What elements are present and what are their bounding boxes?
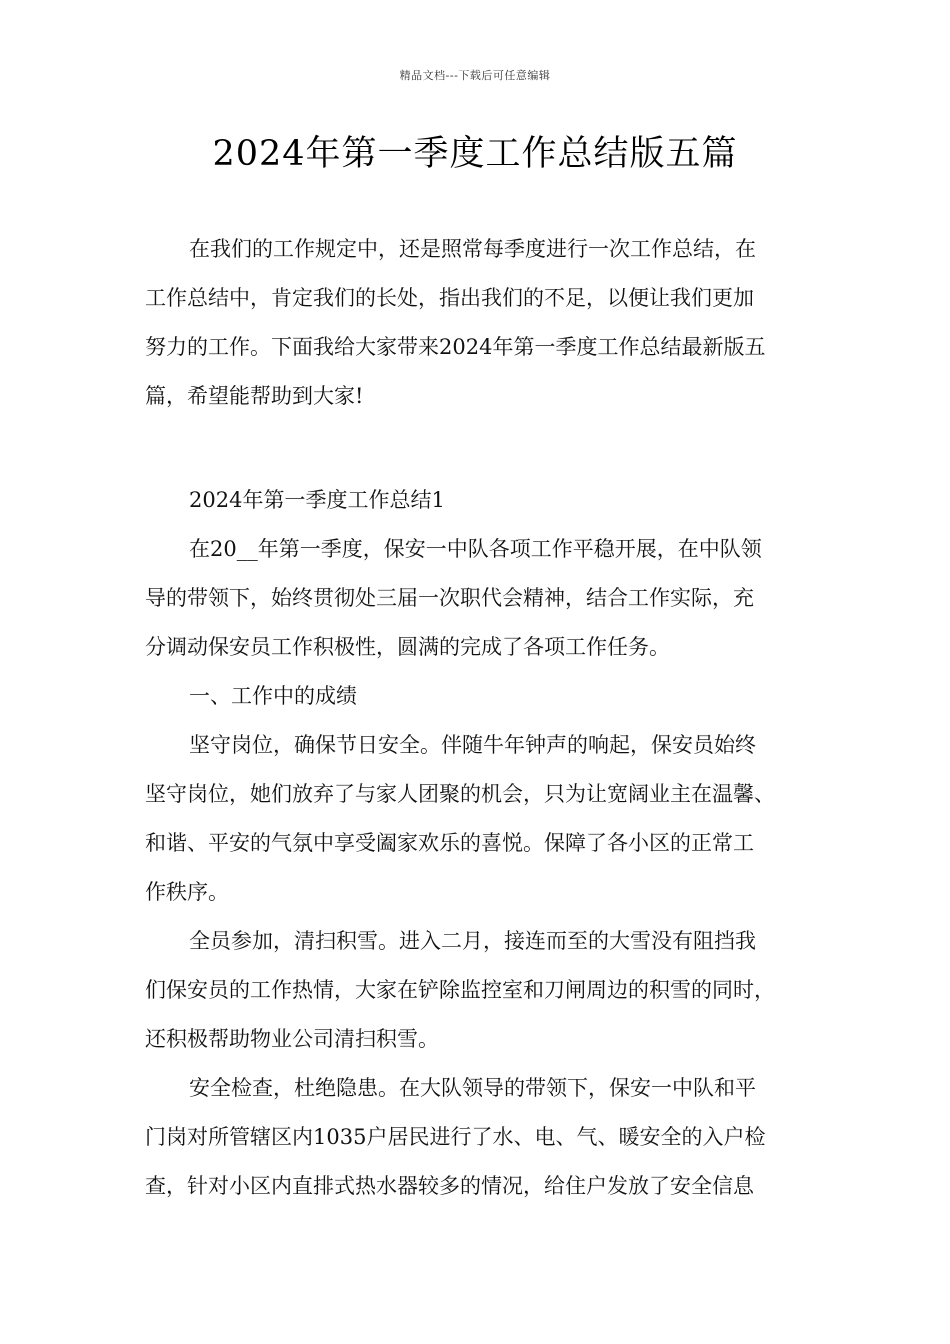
section-line: 坚守岗位，确保节日安全。伴随牛年钟声的响起，保安员始终 <box>189 733 756 757</box>
section-line: 在20__年第一季度，保安一中队各项工作平稳开展，在中队领 <box>189 537 762 561</box>
section-line: 查，针对小区内直排式热水器较多的情况，给住户发放了安全信息 <box>145 1174 754 1198</box>
document-title: 2024年第一季度工作总结版五篇 <box>212 134 738 174</box>
header-note: 精品文档---下载后可任意编辑 <box>399 69 551 82</box>
intro-line: 努力的工作。下面我给大家带来2024年第一季度工作总结最新版五 <box>145 335 766 359</box>
section-line: 全员参加，清扫积雪。进入二月，接连而至的大雪没有阻挡我 <box>189 929 756 953</box>
section-line: 导的带领下，始终贯彻处三届一次职代会精神，结合工作实际，充 <box>145 586 754 610</box>
section-line: 们保安员的工作热情，大家在铲除监控室和刀闸周边的积雪的同时， <box>145 978 775 1002</box>
section-heading: 2024年第一季度工作总结1 <box>189 488 445 512</box>
section-line: 坚守岗位，她们放弃了与家人团聚的机会，只为让宽阔业主在温馨、 <box>145 782 775 806</box>
section-line: 还积极帮助物业公司清扫积雪。 <box>145 1027 439 1051</box>
section-line: 分调动保安员工作积极性，圆满的完成了各项工作任务。 <box>145 635 670 659</box>
intro-line: 篇，希望能帮助到大家! <box>145 384 364 408</box>
section-line: 作秩序。 <box>145 880 229 904</box>
intro-line: 在我们的工作规定中，还是照常每季度进行一次工作总结，在 <box>189 237 756 261</box>
intro-paragraph <box>145 225 835 421</box>
section-line: 门岗对所管辖区内1035户居民进行了水、电、气、暖安全的入户检 <box>145 1125 766 1149</box>
section-body <box>145 476 835 1211</box>
subsection-heading: 一、工作中的成绩 <box>189 684 357 708</box>
section-line: 和谐、平安的气氛中享受阖家欢乐的喜悦。保障了各小区的正常工 <box>145 831 754 855</box>
section-line: 安全检查，杜绝隐患。在大队领导的带领下，保安一中队和平 <box>189 1076 756 1100</box>
intro-line: 工作总结中，肯定我们的长处，指出我们的不足，以便让我们更加 <box>145 286 754 310</box>
